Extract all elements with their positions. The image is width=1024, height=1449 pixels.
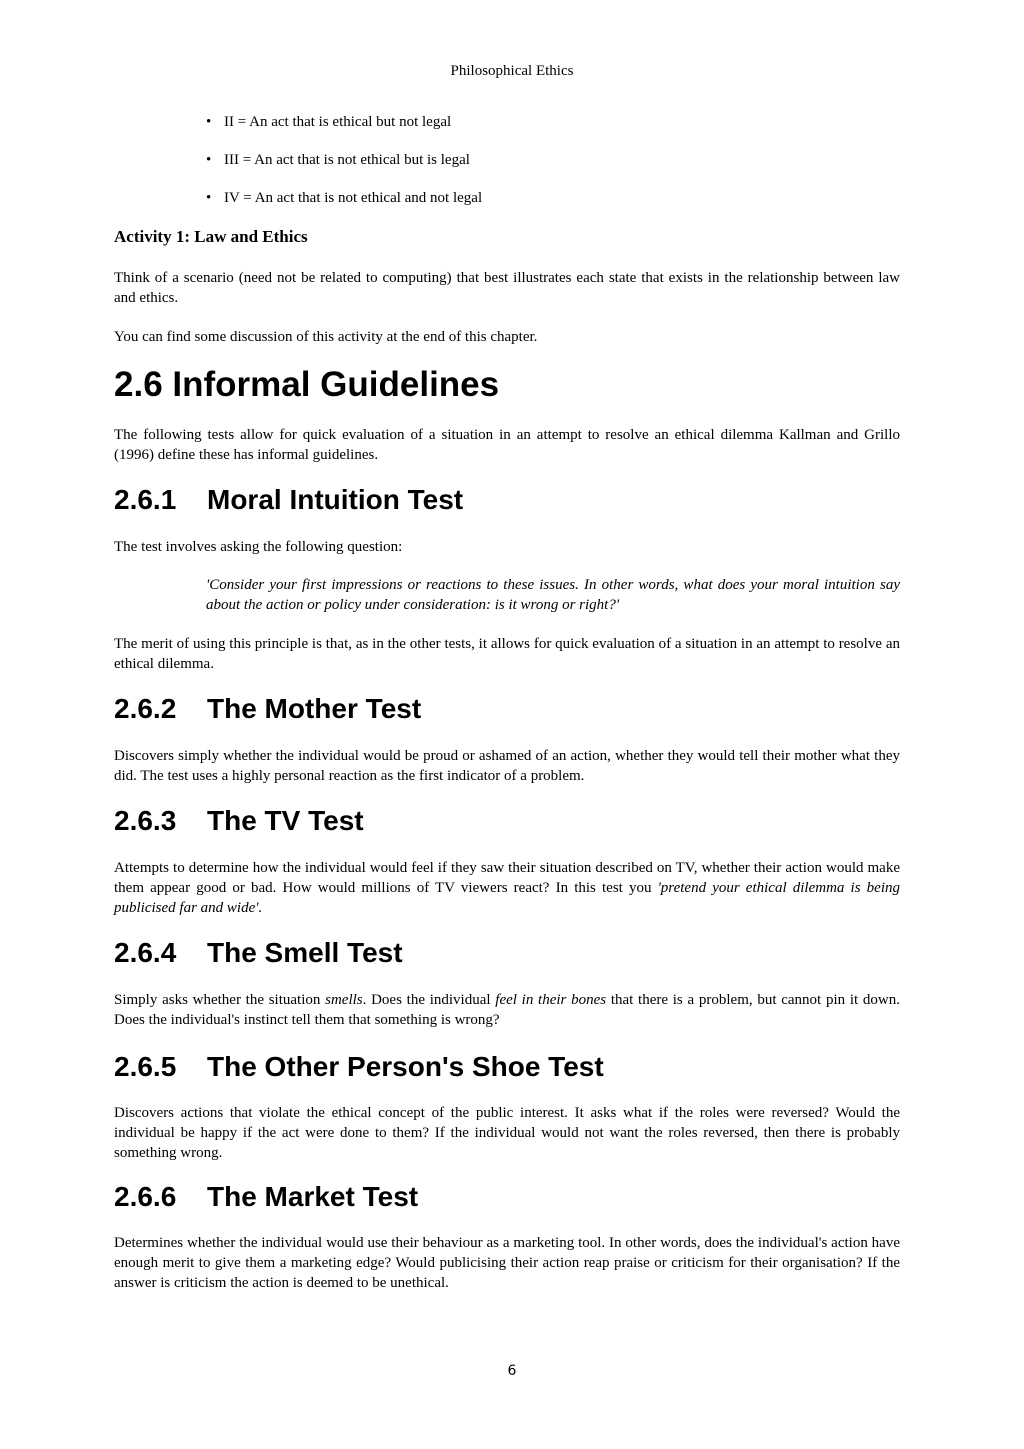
subsection-text: Discovers simply whether the individual would be proud or ashamed of an action, whether they would tell their mother what they did. The test uses a highly personal reaction as the first indicator of a problem.	[114, 748, 900, 784]
text-italic-part: smells	[325, 992, 363, 1008]
list-item-text: III = An act that is not ethical but is legal	[224, 152, 470, 168]
subsection-text: The merit of using this principle is that, as in the other tests, it allows for quick evaluation of a situation in an attempt to resolve an ethical dilemma.	[114, 636, 900, 672]
bullet-list	[206, 112, 806, 226]
activity-title: Activity 1: Law and Ethics	[114, 227, 308, 246]
list-item	[206, 112, 806, 150]
subsection-heading	[114, 692, 421, 726]
list-item	[206, 150, 806, 188]
subsection-number: 2.6.6	[114, 1181, 177, 1212]
subsection-text: Determines whether the individual would use their behaviour as a marketing tool. In other words, does the individual's action have enough merit to give them a marketing edge? Would publicising their action reap praise or criticism for their organisation? If the answer is criticism the action is deemed to be unethical.	[114, 1235, 900, 1291]
subsection-number: 2.6.3	[114, 805, 177, 836]
subsection-number: 2.6.4	[114, 937, 177, 968]
section-title: Informal Guidelines	[172, 365, 500, 404]
subsection-heading	[114, 1180, 418, 1214]
text-part: that there is a problem, but cannot pin it down. Does the individual's instinct tell them that something is wrong?	[114, 992, 900, 1028]
list-item-text: II = An act that is ethical but not legal	[224, 114, 452, 130]
section-heading	[114, 364, 499, 406]
activity-text: Think of a scenario (need not be related to computing) that best illustrates each state that exists in the relationship between law and ethics.	[114, 270, 900, 306]
running-header: Philosophical Ethics	[450, 63, 574, 79]
bullet-icon: •	[206, 190, 212, 206]
activity-note: You can find some discussion of this activity at the end of this chapter.	[114, 329, 538, 345]
text-italic-part: feel in their bones	[495, 992, 607, 1008]
list-item	[206, 188, 806, 226]
subsection-text: Discovers actions that violate the ethical concept of the public interest. It asks what if the roles were reversed? Would the individual be happy if the act were done to them? If the individual would not want the roles reversed, then there is probably something wrong.	[114, 1105, 900, 1161]
subsection-text	[114, 858, 900, 918]
subsection-text	[114, 990, 900, 1030]
subsection-number: 2.6.5	[114, 1051, 177, 1082]
subsection-heading	[114, 1050, 604, 1084]
bullet-icon: •	[206, 114, 212, 130]
subsection-heading	[114, 483, 463, 517]
section-number: 2.6	[114, 365, 163, 404]
page-number: 6	[507, 1363, 517, 1379]
section-intro: The following tests allow for quick evaluation of a situation in an attempt to resolve an ethical dilemma Kallman and Grillo (1996) define these has informal guidelines.	[114, 427, 900, 463]
subsection-text-italic: 'pretend your ethical dilemma is being publicised far and wide'.	[114, 880, 900, 916]
subsection-title: The TV Test	[207, 805, 364, 836]
subsection-lead: The test involves asking the following question:	[114, 539, 403, 555]
subsection-title: The Mother Test	[207, 693, 422, 724]
subsection-heading	[114, 804, 364, 838]
subsection-number: 2.6.2	[114, 693, 177, 724]
subsection-title: The Market Test	[207, 1181, 419, 1212]
list-item-text: IV = An act that is not ethical and not legal	[224, 190, 483, 206]
subsection-title: The Smell Test	[207, 937, 403, 968]
bullet-icon: •	[206, 152, 212, 168]
subsection-title: The Other Person's Shoe Test	[207, 1051, 604, 1082]
block-quote: 'Consider your first impressions or reactions to these issues. In other words, what does your moral intuition say about the action or policy under consideration: is it wrong or right?'	[206, 577, 900, 613]
subsection-text-plain: Attempts to determine how the individual would feel if they saw their situation described on TV, whether their action would make them appear good or bad. How would millions of TV viewers react? In this test you	[114, 860, 900, 896]
text-part: Simply asks whether the situation	[114, 992, 326, 1008]
text-part: . Does the individual	[362, 992, 496, 1008]
subsection-number: 2.6.1	[114, 484, 177, 515]
subsection-title: Moral Intuition Test	[207, 484, 464, 515]
subsection-heading	[114, 936, 403, 970]
